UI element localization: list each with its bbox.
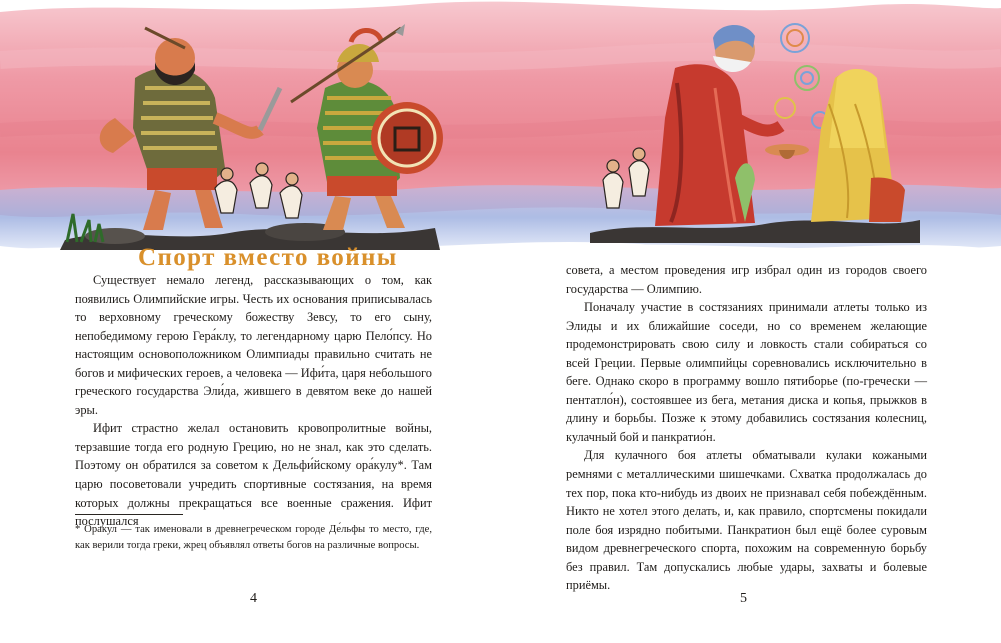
paragraph: Существует немало легенд, рассказывающих о том, как появились Олимпийские игры. Честь их основания приписывалась то верховному греческому божеству Зевсу, то его сыну, непобедимому герою Гера́клу, то легендарному царю Пело́псу. Но настоящим основоположником Олимпиады правильно считать не богов и мифических героев, а человека — Ифи́та, царя небольшого греческого государства Эли́да, жившего в девятом веке до нашей эры. — [75, 273, 432, 417]
left-page-text — [75, 271, 432, 531]
paragraph: Поначалу участие в состязаниях принимали атлеты только из Элиды и их ближайшие соседи, но со временем желающие продемонстрировать свою силу и ловкость стали собираться со всей Греции. Первые олимпийцы соревновались исключительно в беге. Однако скоро в программу вошло пятиборье (по-гречески — пентатло́н), состоявшее из бега, метания диска и копья, прыжков в длину и борьбы. Позже к этому добавились состязания колесниц, кулачный бой и панкратио́н. — [566, 300, 927, 444]
footnote-divider — [75, 514, 183, 515]
chapter-title: Спорт вместо войны — [138, 244, 398, 271]
left-page — [0, 0, 500, 643]
page-number: 5 — [740, 591, 747, 606]
paragraph: совета, а местом проведения игр избрал один из городов своего государства — Олимпию. — [566, 263, 927, 296]
paragraph: Для кулачного боя атлеты обматывали кулаки кожаными ремнями с металлическими шишечками. Схватка продолжалась до тех пор, пока кто-нибудь из двоих не признавал себя побеждённым. Никто не хотел этого делать, и, как правило, спортсмены покидали поле боя изрядно побитыми. Панкратион был ещё более суровым видом древнегреческого спорта, похожим на современную борьбу без правил. Там допускались любые удары, захваты и болевые приёмы. — [566, 448, 927, 593]
right-page-text — [566, 261, 927, 595]
page-number: 4 — [250, 591, 257, 606]
paragraph: Ифит страстно желал остановить кровопролитные войны, терзавшие тогда его родную Грецию, но не знал, как это сделать. Поэтому он обратился за советом к Дельфи́йскому ора́кулу*. Там царю посоветовали учредить спортивные состязания, на время которых должны прекращаться все военные сражения. Ифит послушался — [75, 421, 432, 529]
footnote: * Оракул — так именовали в древнегреческом городе Де́льфы то место, где, как верили тогда греки, жрец объявлял ответы богов на различные вопросы. — [75, 524, 432, 551]
